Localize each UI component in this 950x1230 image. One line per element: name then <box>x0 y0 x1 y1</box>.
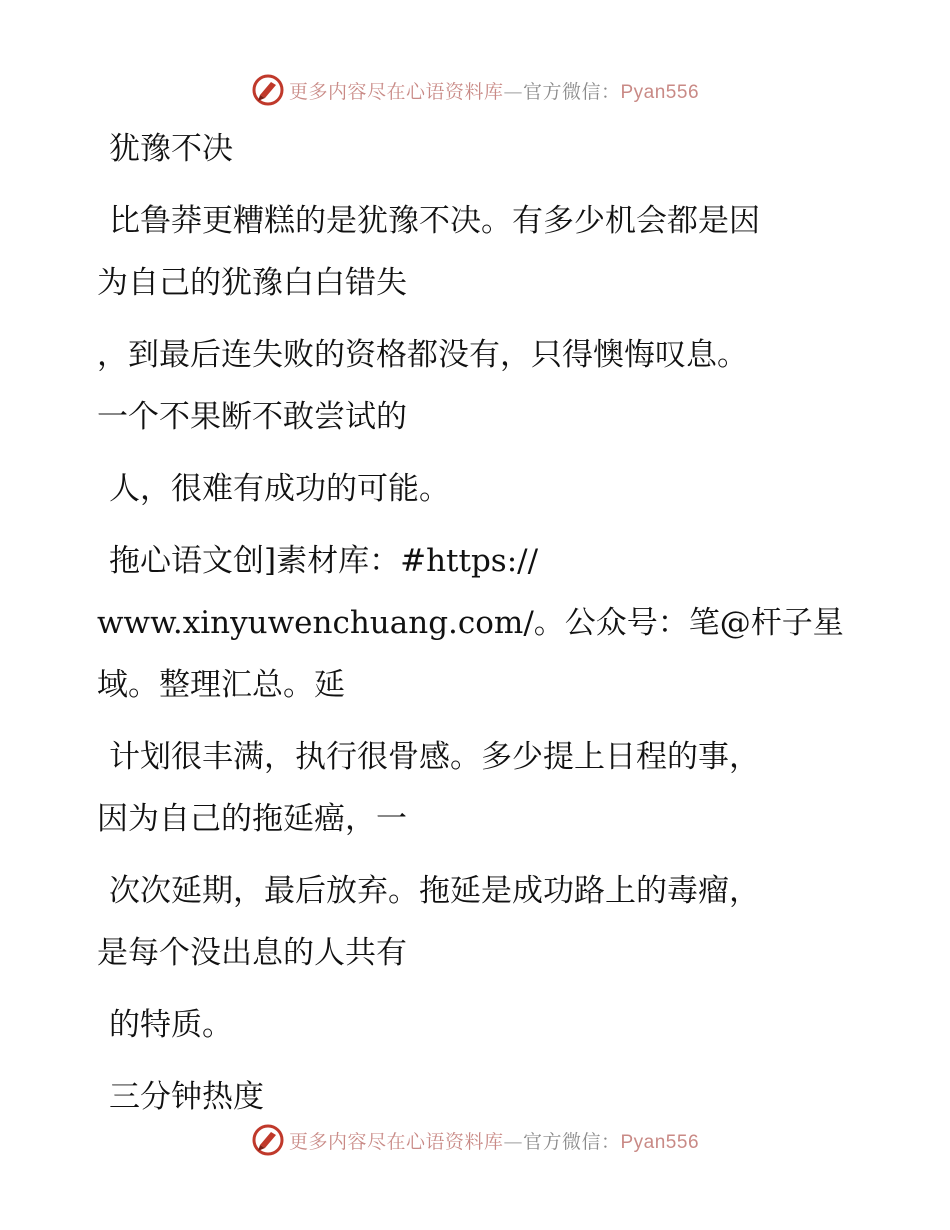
logo-icon <box>251 73 285 107</box>
header-watermark <box>0 70 950 110</box>
footer-watermark <box>0 1120 950 1160</box>
document-body <box>97 118 857 1138</box>
watermark-text: 更多内容尽在心语资料库—官方微信：Pyan556 <box>288 80 700 103</box>
paragraph: 比鲁莽更糟糕的是犹豫不决。有多少机会都是因 为自己的犹豫白白错失 <box>97 203 760 301</box>
paragraph: 人，很难有成功的可能。 <box>109 471 450 507</box>
heading-hesitation: 犹豫不决 <box>109 131 233 167</box>
paragraph: 计划很丰满，执行很骨感。多少提上日程的事， 因为自己的拖延癌，一 <box>97 739 760 837</box>
paragraph: ，到最后连失败的资格都没有，只得懊悔叹息。 一个不果断不敢尝试的 <box>97 337 748 435</box>
heading-three-minute: 三分钟热度 <box>109 1079 264 1115</box>
paragraph-source: 拖心语文创]素材库：#https:// www.xinyuwenchuang.com/。公众号：笔@杆子星 域。整理汇总。延 <box>97 543 844 703</box>
watermark-text: 更多内容尽在心语资料库—官方微信：Pyan556 <box>288 1130 700 1153</box>
paragraph: 的特质。 <box>109 1007 233 1043</box>
paragraph: 次次延期，最后放弃。拖延是成功路上的毒瘤， 是每个没出息的人共有 <box>97 873 760 971</box>
logo-icon <box>251 1123 285 1157</box>
